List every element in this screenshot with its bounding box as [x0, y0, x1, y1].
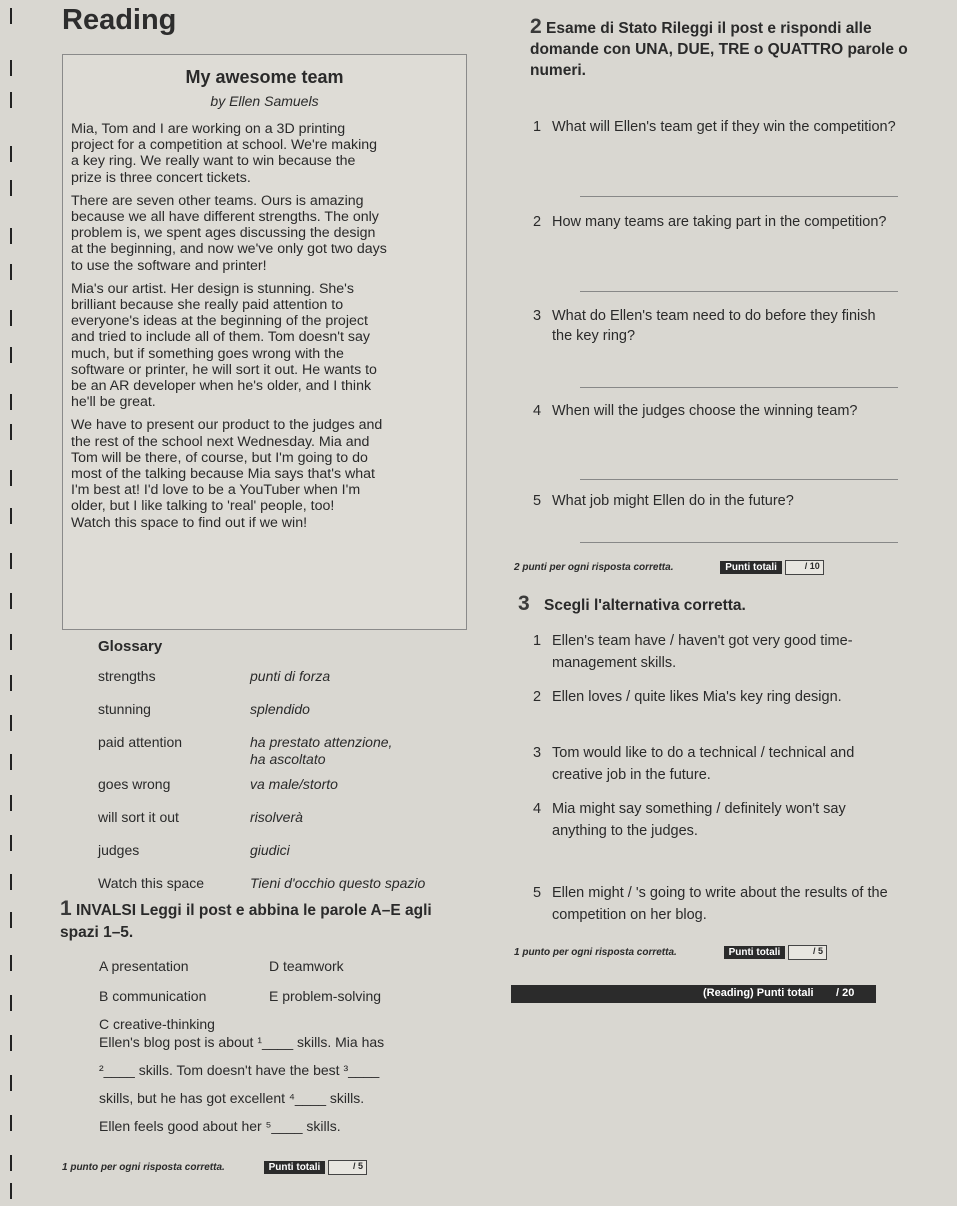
- page-binding: [0, 0, 26, 1206]
- answer-line[interactable]: [580, 387, 898, 388]
- glossary-term: stunning: [98, 701, 151, 717]
- glossary-term: paid attention: [98, 734, 183, 750]
- post-author: by Ellen Samuels: [210, 93, 319, 109]
- glossary-translation: risolverà: [250, 809, 303, 825]
- question-number: 5: [533, 493, 542, 509]
- reading-total-label: (Reading) Punti totali: [703, 987, 814, 999]
- glossary-translation: va male/storto: [250, 776, 338, 792]
- exercise-1-gap-text: Ellen's blog post is about ¹____ skills. Mia has ²____ skills. Tom doesn't have the best ³____ skills, but he has got excellent ⁴____ skills. Ellen feels good about her ⁵____ skills.: [99, 1034, 385, 1134]
- sentence-number: 3: [533, 745, 542, 761]
- scoring-text: 1 punto per ogni risposta corretta.: [514, 947, 677, 959]
- choice-sentence: [533, 798, 892, 842]
- exercise-2-heading: [530, 16, 930, 81]
- glossary-translation: giudici: [250, 842, 290, 858]
- post-paragraph: Mia's our artist. Her design is stunning. She's brilliant because she really paid attention to everyone's ideas at the beginning of the project and tried to include all of them. Tom doesn't say much, but if something goes wrong with the software or printer, he will sort it out. He wants to be an AR developer when he's older, and I think he'll be great.: [71, 280, 377, 411]
- option-c: C creative-thinking: [99, 1016, 215, 1032]
- glossary-translation: punti di forza: [250, 668, 331, 684]
- score-box[interactable]: / 10: [785, 560, 824, 575]
- exercise-3-heading: [518, 592, 746, 616]
- question-text: When will the judges choose the winning team?: [552, 403, 858, 419]
- question: [533, 306, 897, 346]
- question-number: 2: [533, 214, 542, 230]
- answer-line[interactable]: [580, 291, 898, 292]
- post-paragraph: There are seven other teams. Ours is amazing because we all have different strengths. The only problem is, we spent ages discussing the design at the beginning, and now we've only got two days to use the software and printer!: [71, 192, 387, 274]
- total-label: Punti totali: [264, 1161, 326, 1174]
- total-label: Punti totali: [724, 946, 786, 959]
- reading-total-score: / 20: [836, 987, 855, 999]
- post-paragraph: We have to present our product to the judges and the rest of the school next Wednesday. Mia and Tom will be there, of course, but I'm going to do most of the talking because Mia says that's what I'm best at! I'd love to be a YouTuber when I'm older, but I like talking to 'real' people, too! Watch this space to find out if we win!: [71, 417, 383, 531]
- glossary-term: goes wrong: [98, 776, 171, 792]
- choice-sentence: [533, 742, 892, 786]
- sentence-text[interactable]: Ellen might / 's going to write about the results of the competition on her blog.: [552, 885, 888, 923]
- question: [533, 212, 897, 232]
- option-b: B communication: [99, 988, 207, 1004]
- option-d: D teamwork: [269, 958, 344, 974]
- blog-post: [62, 54, 467, 630]
- choice-sentence: [533, 630, 892, 674]
- sentence-number: 5: [533, 885, 542, 901]
- question: [533, 117, 897, 137]
- post-title: My awesome team: [185, 67, 344, 87]
- glossary-term: judges: [98, 842, 140, 858]
- exercise-3-number: 3: [518, 592, 530, 615]
- scoring-text: 2 punti per ogni risposta corretta.: [514, 562, 674, 574]
- reading-total-bar: [511, 985, 876, 1003]
- answer-line[interactable]: [580, 542, 898, 543]
- exercise-3-instruction: Scegli l'alternativa corretta.: [544, 597, 746, 614]
- sentence-text[interactable]: Ellen's team have / haven't got very good time-management skills.: [552, 633, 853, 671]
- exercise-3-scoring: [514, 945, 827, 960]
- sentence-number: 2: [533, 689, 542, 705]
- glossary-term: strengths: [98, 668, 156, 684]
- section-title: Reading: [62, 4, 177, 36]
- exercise-1-instruction: INVALSI Leggi il post e abbina le parole A–E agli spazi 1–5.: [60, 902, 432, 941]
- answer-line[interactable]: [580, 479, 898, 480]
- choice-sentence: [533, 686, 892, 708]
- sentence-number: 1: [533, 633, 542, 649]
- glossary-translation: ha prestato attenzione, ha ascoltato: [250, 734, 393, 767]
- glossary-row: [98, 668, 438, 693]
- exercise-2-number: 2: [530, 15, 542, 38]
- exercise-2-scoring: [514, 560, 824, 575]
- option-a: A presentation: [99, 958, 189, 974]
- glossary-row: [98, 776, 438, 801]
- question-text: What do Ellen's team need to do before they finish the key ring?: [552, 308, 876, 344]
- score-box[interactable]: / 5: [788, 945, 827, 960]
- glossary-term: will sort it out: [98, 809, 179, 825]
- post-paragraph: Mia, Tom and I are working on a 3D printing project for a competition at school. We're making a key ring. We really want to win because the prize is three concert tickets.: [71, 121, 378, 186]
- question: [533, 401, 897, 421]
- question-text: What will Ellen's team get if they win the competition?: [552, 119, 896, 135]
- glossary-term: Watch this space: [98, 875, 205, 891]
- question-text: What job might Ellen do in the future?: [552, 493, 794, 509]
- sentence-text[interactable]: Ellen loves / quite likes Mia's key ring design.: [552, 689, 842, 705]
- scoring-text: 1 punto per ogni risposta corretta.: [62, 1162, 225, 1174]
- glossary-row: [98, 875, 438, 900]
- glossary-title: Glossary: [98, 638, 163, 655]
- question-number: 3: [533, 308, 542, 324]
- sentence-number: 4: [533, 801, 542, 817]
- glossary: [98, 668, 438, 908]
- question-text: How many teams are taking part in the competition?: [552, 214, 887, 230]
- glossary-translation: Tieni d'occhio questo spazio: [250, 875, 426, 891]
- exercise-1-number: 1: [60, 897, 72, 920]
- sentence-text[interactable]: Mia might say something / definitely won't say anything to the judges.: [552, 801, 846, 839]
- glossary-row: [98, 734, 438, 768]
- total-label: Punti totali: [720, 561, 782, 574]
- sentence-text[interactable]: Tom would like to do a technical / technical and creative job in the future.: [552, 745, 855, 783]
- exercise-1-scoring: [62, 1160, 367, 1175]
- question-number: 1: [533, 119, 542, 135]
- question-number: 4: [533, 403, 542, 419]
- exercise-1-heading: [60, 898, 455, 944]
- answer-line[interactable]: [580, 196, 898, 197]
- glossary-row: [98, 701, 438, 726]
- choice-sentence: [533, 882, 892, 926]
- option-e: E problem-solving: [269, 988, 382, 1004]
- question: [533, 491, 897, 511]
- score-box[interactable]: / 5: [328, 1160, 367, 1175]
- exercise-2-instruction: Esame di Stato Rileggi il post e rispondi alle domande con UNA, DUE, TRE o QUATTRO parole o numeri.: [530, 20, 908, 79]
- post-body: [71, 121, 461, 538]
- glossary-translation: splendido: [250, 701, 310, 717]
- glossary-row: [98, 842, 438, 867]
- glossary-row: [98, 809, 438, 834]
